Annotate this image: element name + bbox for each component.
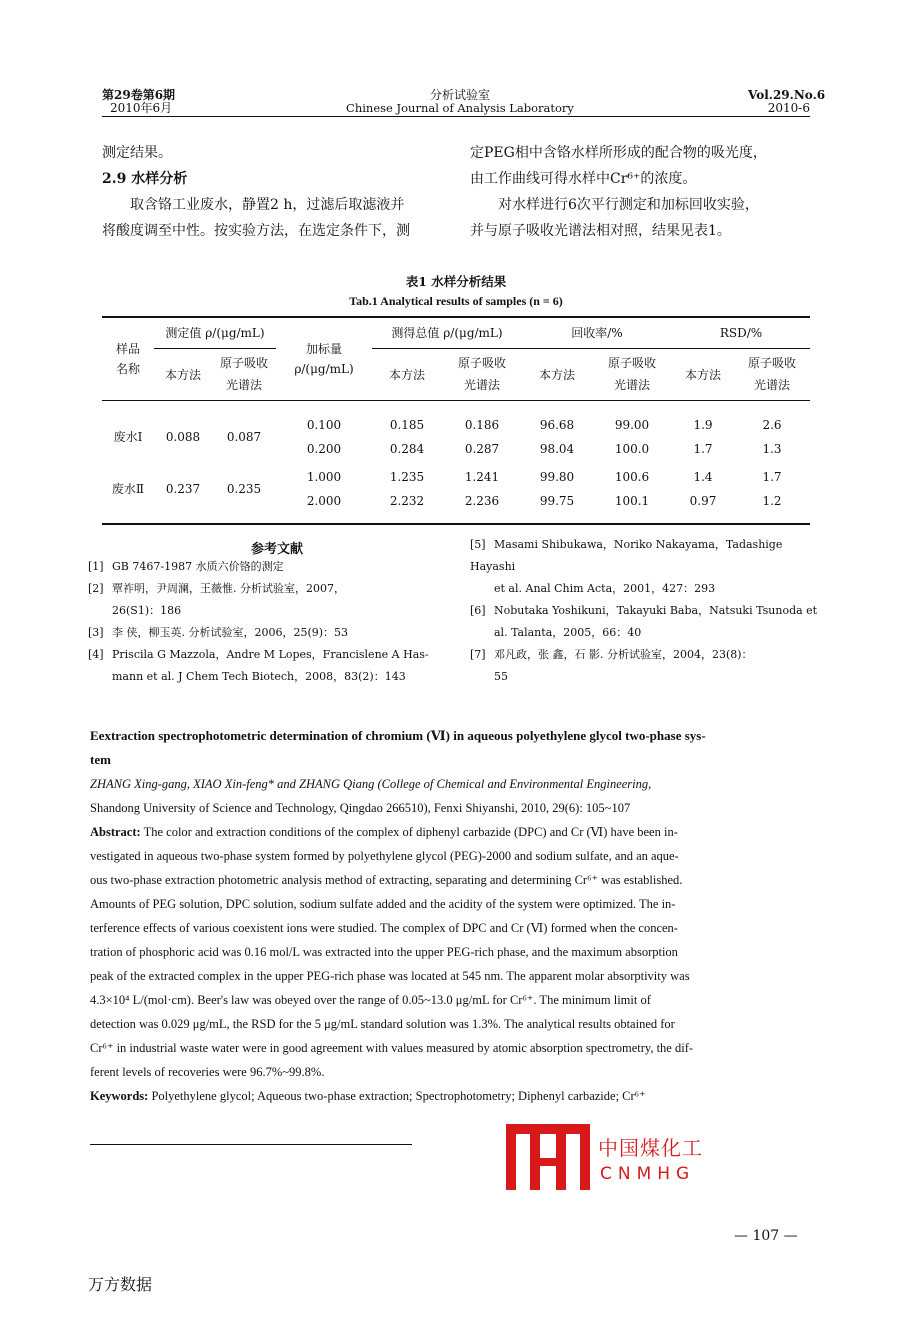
table-row <box>102 465 810 489</box>
header-date-en: 2010-6 <box>767 101 810 115</box>
abstract-line: Abstract: The color and extraction conditions of the complex of diphenyl carbazide (DPC) and Cr (Ⅵ) have been in- <box>90 825 678 839</box>
abstract-line: vestigated in aqueous two-phase system formed by polyethylene glycol (PEG)-2000 and sodium sulfate, and an aque- <box>90 849 679 863</box>
cell: 0.235 <box>226 481 262 496</box>
ref-item-cont: mann et al. J Chem Tech Biotech，2008，83(2)：143 <box>112 670 406 683</box>
cell-sample: 废水Ⅰ <box>113 430 143 444</box>
right-line-3: 对水样进行6次平行测定和加标回收实验， <box>498 197 759 213</box>
english-affiliation: Shandong University of Science and Technology, Qingdao 266510), Fenxi Shiyanshi, 2010, 29(6): 105~107 <box>90 801 631 815</box>
abstract-line: ous two-phase extraction photometric analysis method of extracting, separating and determining Cr⁶⁺ was established. <box>90 873 683 887</box>
ref-item-cont: 55 <box>494 670 508 683</box>
references-right <box>470 534 820 688</box>
left-line-3: 取含铬工业废水，静置2 h，过滤后取滤液并 <box>130 197 405 213</box>
cell: 0.287 <box>464 441 500 456</box>
th-m-aas: 原子吸收光谱法 <box>219 356 268 392</box>
watermark-cn: 中国煤化工 <box>598 1136 703 1160</box>
watermark-en: CNMHG <box>600 1164 696 1184</box>
keywords-line: Keywords: Polyethylene glycol; Aqueous two-phase extraction; Spectrophotometry; Diphenyl carbazide; Cr⁶⁺ <box>90 1089 646 1103</box>
cell: 100.0 <box>614 441 650 456</box>
cell: 1.7 <box>762 469 782 484</box>
th-sample: 样品名称 <box>115 341 140 376</box>
cell: 100.1 <box>614 493 650 508</box>
cell: 1.4 <box>693 469 713 484</box>
th-total: 测得总值 ρ/(μg/mL) <box>372 318 522 348</box>
cell: 2.000 <box>306 493 342 508</box>
cell: 1.000 <box>306 469 342 484</box>
header-volume: 第29卷第6期 <box>102 88 176 102</box>
abstract-line: Amounts of PEG solution, DPC solution, sodium sulfate added and the acidity of the system were optimized. The in- <box>90 897 676 911</box>
english-title-cont: tem <box>90 752 111 767</box>
right-column <box>470 140 815 244</box>
th-s-this: 本方法 <box>684 367 721 382</box>
right-line-1: 定PEG相中含铬水样所形成的配合物的吸光度， <box>470 145 767 161</box>
cell: 1.3 <box>762 441 782 456</box>
abstract-line: peak of the extracted complex in the upper PEG-rich phase was located at 545 nm. The apparent molar absorptivity was <box>90 969 690 983</box>
cell: 1.235 <box>389 469 425 484</box>
header-date: 2010年6月 <box>110 101 173 115</box>
footnote-rule <box>90 1144 412 1145</box>
page-number: — 107 — <box>734 1228 798 1244</box>
header-rule <box>102 116 810 117</box>
cell: 0.284 <box>389 441 425 456</box>
ref-item: [3] 李 侠，柳玉英. 分析试验室，2006，25(9)：53 <box>88 626 349 639</box>
cell: 0.237 <box>165 481 201 496</box>
right-line-2: 由工作曲线可得水样中Cr⁶⁺的浓度。 <box>470 171 697 187</box>
ref-item: [2] 覃祚明，尹周澜，王薇惟. 分析试验室，2007， <box>88 582 345 595</box>
english-title: Eextraction spectrophotometric determination of chromium (Ⅵ) in aqueous polyethylene glycol two-phase sys- <box>90 728 706 743</box>
th-s-aas: 原子吸收光谱法 <box>747 356 796 392</box>
cell: 1.2 <box>762 493 782 508</box>
cell: 0.100 <box>306 417 342 432</box>
ref-item: [5] Masami Shibukawa，Noriko Nakayama，Tadashige Hayashi <box>470 538 783 573</box>
results-table-grid <box>102 318 810 523</box>
cell: 100.6 <box>614 469 650 484</box>
cell: 0.97 <box>689 493 717 508</box>
th-r-this: 本方法 <box>538 367 575 382</box>
th-added: 加标量 ρ/(μg/mL) <box>294 341 354 376</box>
abstract-line: Cr⁶⁺ in industrial waste water were in good agreement with values measured by atomic absorption spectrometry, the dif- <box>90 1041 694 1055</box>
section-title: 2.9 水样分析 <box>102 171 188 187</box>
footer-source: 万方数据 <box>88 1275 153 1294</box>
cell: 99.00 <box>614 417 650 432</box>
header-journal-en: Chinese Journal of Analysis Laboratory <box>346 101 574 115</box>
cell: 96.68 <box>539 417 575 432</box>
table-caption-cn: 表1 水样分析结果 <box>405 274 507 289</box>
abstract-line: 4.3×10⁴ L/(mol·cm). Beer's law was obeyed over the range of 0.05~13.0 μg/mL for Cr⁶⁺. The minimum limit of <box>90 993 651 1007</box>
cell: 99.80 <box>539 469 575 484</box>
left-line-1: 测定结果。 <box>102 145 172 161</box>
th-rsd: RSD/% <box>672 318 810 348</box>
ref-item: [1] GB 7467-1987 水质六价铬的测定 <box>88 560 284 573</box>
th-recovery: 回收率/% <box>522 318 672 348</box>
header-journal-cn: 分析试验室 <box>429 88 490 102</box>
ref-item: [4] Priscila G Mazzola，Andre M Lopes，Francislene A Has- <box>88 648 429 661</box>
cell: 1.241 <box>464 469 500 484</box>
left-column <box>102 140 452 244</box>
left-line-4: 将酸度调至中性。按实验方法，在选定条件下，测 <box>102 223 410 239</box>
references-left <box>88 556 452 688</box>
ref-item-cont: et al. Anal Chim Acta，2001，427：293 <box>494 582 716 595</box>
cell: 0.088 <box>165 429 201 444</box>
cell: 98.04 <box>539 441 575 456</box>
th-t-this: 本方法 <box>388 367 425 382</box>
ref-item-cont: al. Talanta，2005，66：40 <box>494 626 642 639</box>
cell: 1.7 <box>693 441 713 456</box>
references-title: 参考文献 <box>250 542 303 557</box>
cell: 1.9 <box>693 417 713 432</box>
cell: 0.185 <box>389 417 425 432</box>
cell: 99.75 <box>539 493 575 508</box>
th-t-aas: 原子吸收光谱法 <box>457 356 506 392</box>
th-r-aas: 原子吸收光谱法 <box>607 356 656 392</box>
ref-item: [7] 邓凡政，张 鑫，石 影. 分析试验室，2004，23(8)： <box>470 648 753 661</box>
abstract-line: tration of phosphoric acid was 0.16 mol/L was extracted into the upper PEG-rich phase, and the maximum absorption <box>90 945 678 959</box>
cell: 0.087 <box>226 429 262 444</box>
abstract-line: ferent levels of recoveries were 96.7%~99.8%. <box>90 1065 325 1079</box>
ref-item-cont: 26(S1)：186 <box>112 604 182 617</box>
table-row <box>102 413 810 437</box>
cell: 2.6 <box>762 417 782 432</box>
english-authors: ZHANG Xing-gang, XIAO Xin-feng* and ZHANG Qiang (College of Chemical and Environmental Engineering, <box>90 777 652 791</box>
right-line-4: 并与原子吸收光谱法相对照，结果见表1。 <box>470 223 731 239</box>
watermark-logo-icon <box>506 1124 590 1190</box>
th-m-this: 本方法 <box>164 367 201 382</box>
cell: 0.186 <box>464 417 500 432</box>
cell: 2.236 <box>464 493 500 508</box>
results-table <box>102 316 810 525</box>
english-abstract <box>90 724 814 1108</box>
cell: 0.200 <box>306 441 342 456</box>
table-caption-en: Tab.1 Analytical results of samples (n = 6) <box>349 294 563 308</box>
ref-item: [6] Nobutaka Yoshikuni，Takayuki Baba，Natsuki Tsunoda et <box>470 604 818 617</box>
cell-sample: 废水Ⅱ <box>111 482 145 496</box>
cell: 2.232 <box>389 493 425 508</box>
header-vol-en: Vol.29.No.6 <box>748 88 826 102</box>
abstract-line: detection was 0.029 μg/mL, the RSD for the 5 μg/mL standard solution was 1.3%. The analytical results obtained for <box>90 1017 675 1031</box>
abstract-line: terference effects of various coexistent ions were studied. The complex of DPC and Cr (Ⅵ) formed when the concen- <box>90 921 678 935</box>
th-measured: 测定值 ρ/(μg/mL) <box>154 318 276 348</box>
